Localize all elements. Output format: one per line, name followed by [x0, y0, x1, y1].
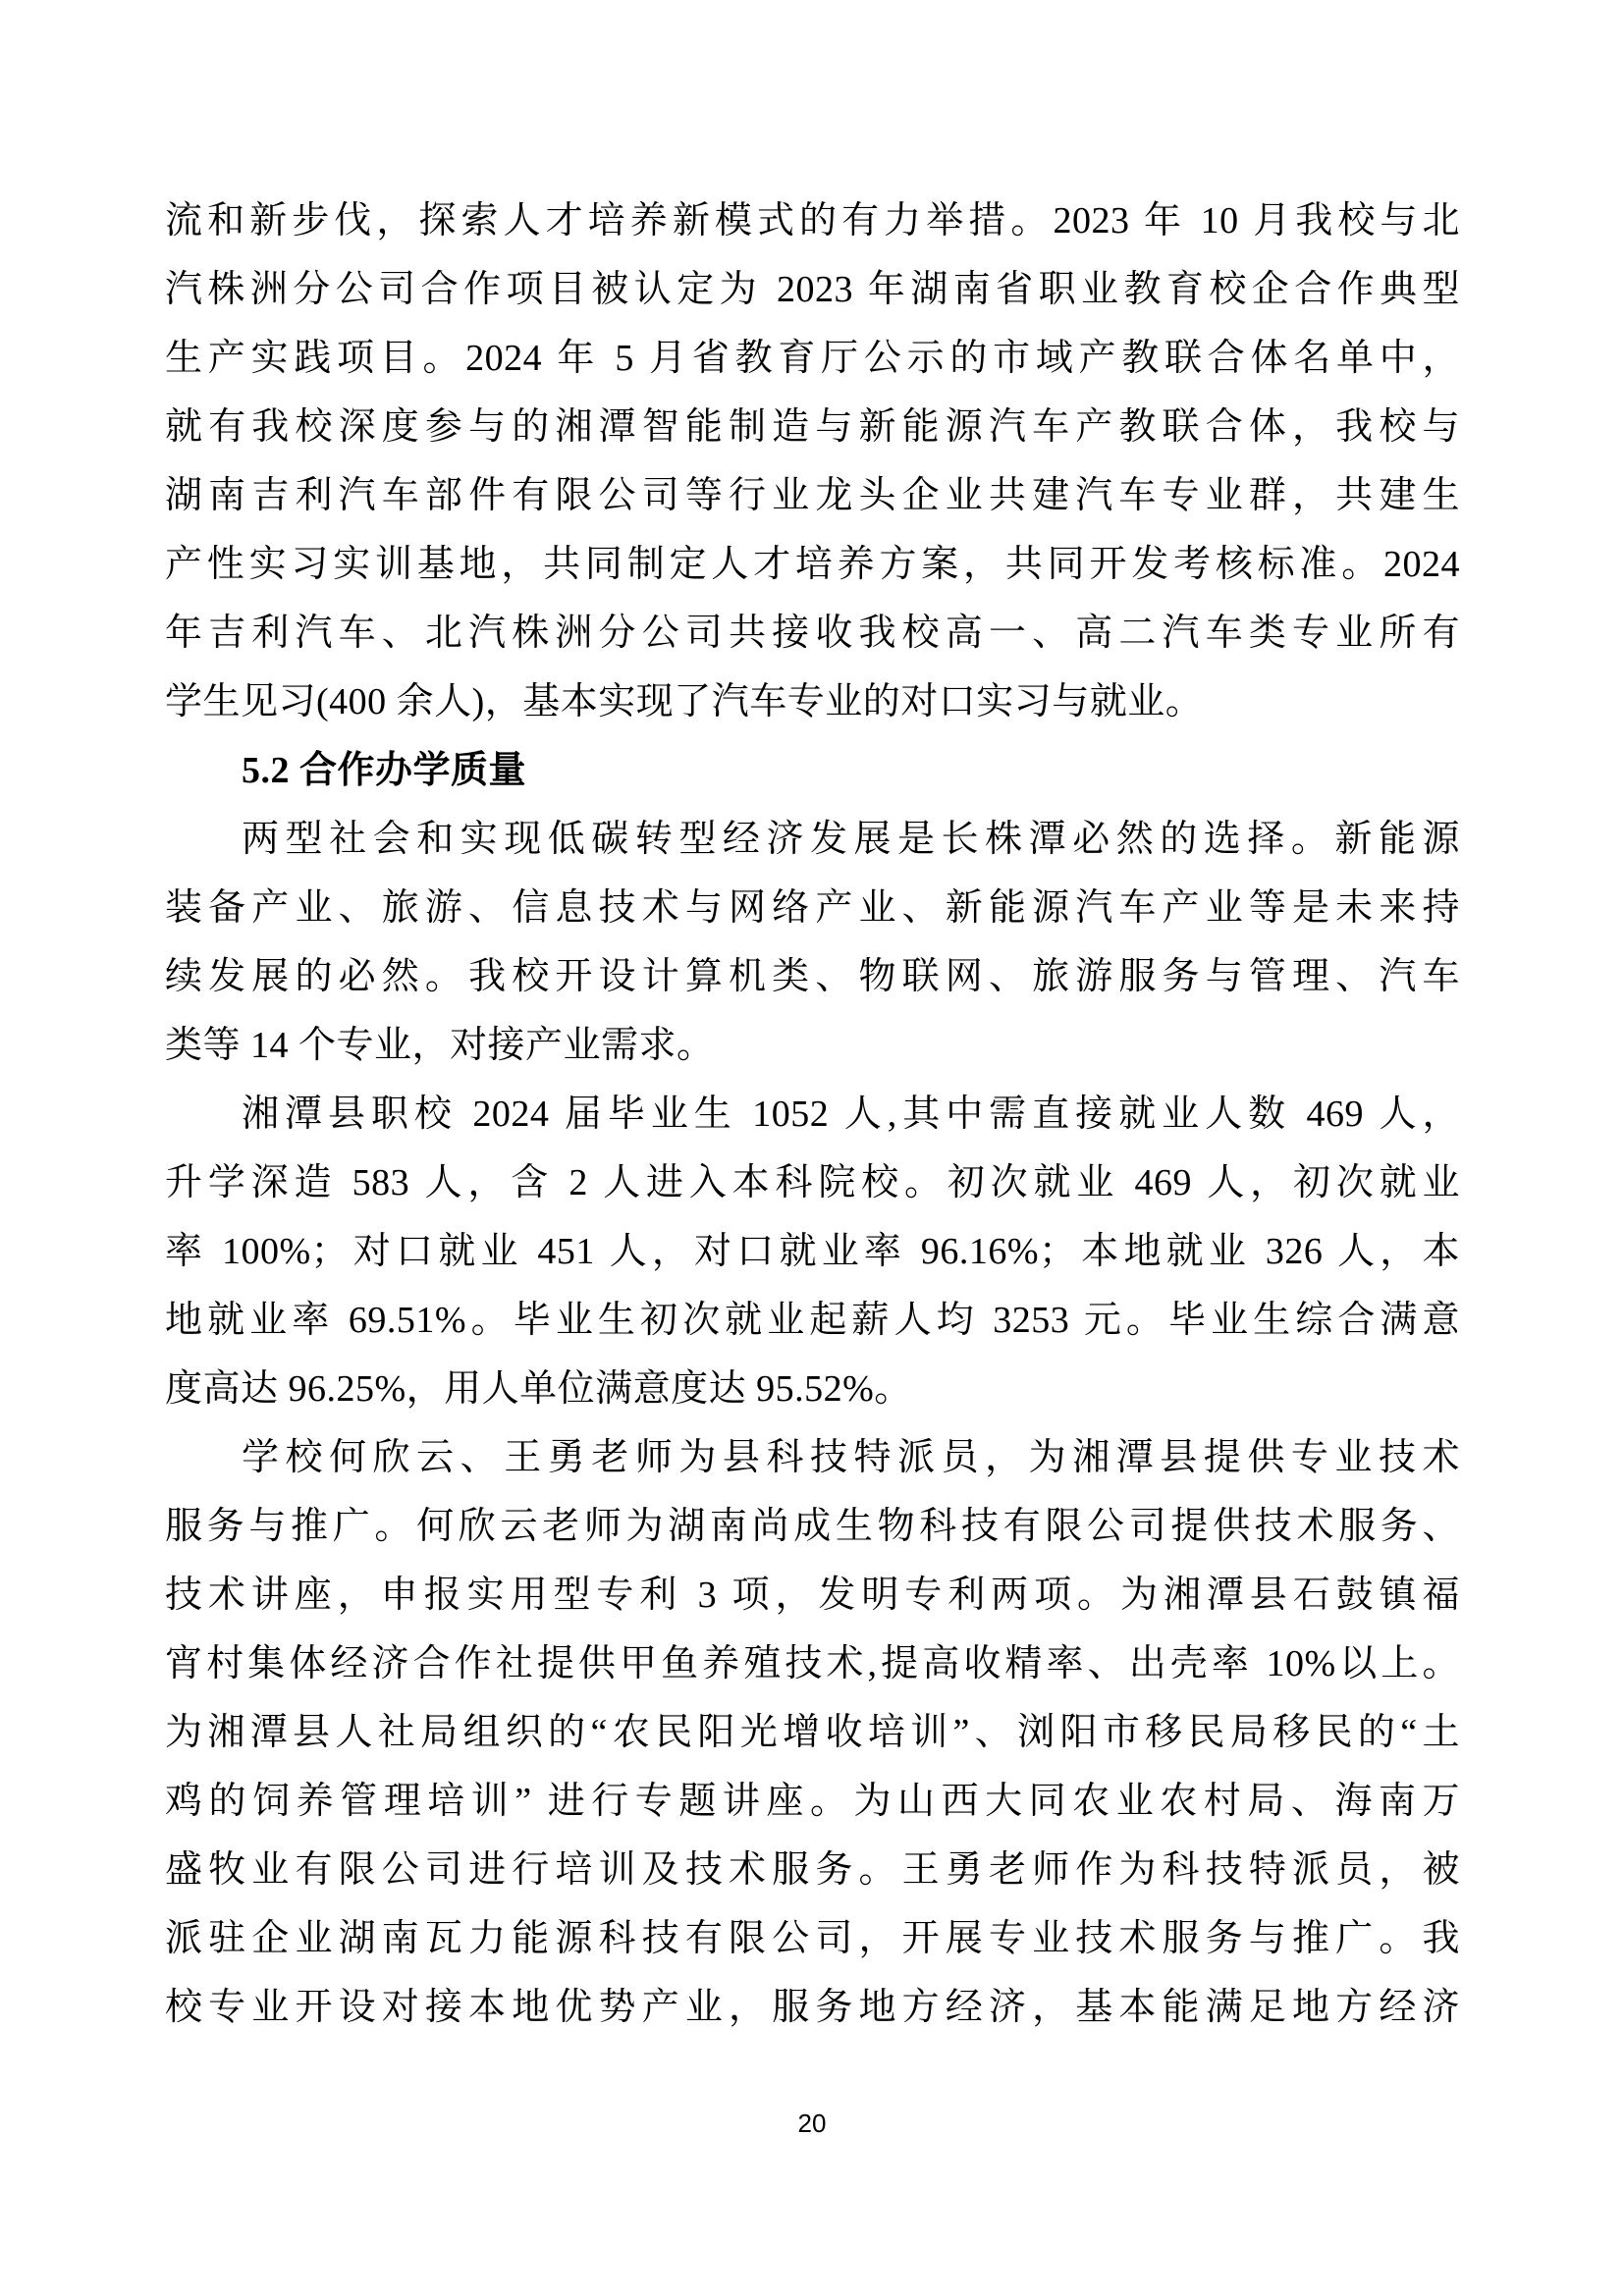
text-line: 地就业率 69.51%。毕业生初次就业起薪人均 3253 元。毕业生综合满意 [165, 1300, 1460, 1341]
text-line: 派驻企业湖南瓦力能源科技有限公司，开展专业技术服务与推广。我 [165, 1918, 1460, 1959]
text-line: 学校何欣云、王勇老师为县科技特派员，为湘潭县提供专业技术 [242, 1437, 1460, 1478]
text-line: 湖南吉利汽车部件有限公司等行业龙头企业共建汽车专业群，共建生 [165, 475, 1460, 516]
text-line: 流和新步伐，探索人才培养新模式的有力举措。2023 年 10 月我校与北 [165, 200, 1460, 241]
text-line: 学生见习(400 余人)，基本实现了汽车专业的对口实习与就业。 [165, 681, 1204, 722]
text-line: 为湘潭县人社局组织的“农民阳光增收培训”、浏阳市移民局移民的“土 [165, 1712, 1460, 1753]
document-body [165, 187, 1460, 2042]
section-heading: 5.2 合作办学质量 [242, 750, 527, 791]
text-line: 度高达 96.25%，用人单位满意度达 95.52%。 [165, 1368, 912, 1410]
text-line: 升学深造 583 人，含 2 人进入本科院校。初次就业 469 人，初次就业 [165, 1162, 1460, 1203]
text-line: 鸡的饲养管理培训” 进行专题讲座。为山西大同农业农村局、海南万 [165, 1781, 1460, 1822]
text-line: 湘潭县职校 2024 届毕业生 1052 人,其中需直接就业人数 469 人， [242, 1094, 1460, 1135]
text-line: 服务与推广。何欣云老师为湖南尚成生物科技有限公司提供技术服务、 [165, 1506, 1460, 1547]
text-line: 生产实践项目。2024 年 5 月省教育厅公示的市域产教联合体名单中， [165, 338, 1460, 379]
text-line: 就有我校深度参与的湘潭智能制造与新能源汽车产教联合体，我校与 [165, 406, 1460, 448]
text-line: 产性实习实训基地，共同制定人才培养方案，共同开发考核标准。2024 [165, 544, 1460, 585]
text-line: 汽株洲分公司合作项目被认定为 2023 年湖南省职业教育校企合作典型 [165, 269, 1460, 310]
text-line: 装备产业、旅游、信息技术与网络产业、新能源汽车产业等是未来持 [165, 887, 1460, 929]
page-number: 20 [797, 2109, 827, 2138]
text-line: 率 100%；对口就业 451 人，对口就业率 96.16%；本地就业 326 人，本 [165, 1231, 1460, 1272]
text-line: 续发展的必然。我校开设计算机类、物联网、旅游服务与管理、汽车 [165, 956, 1460, 997]
text-line: 校专业开设对接本地优势产业，服务地方经济，基本能满足地方经济 [165, 1987, 1460, 2028]
text-line: 盛牧业有限公司进行培训及技术服务。王勇老师作为科技特派员，被 [165, 1849, 1460, 1891]
text-line: 年吉利汽车、北汽株洲分公司共接收我校高一、高二汽车类专业所有 [165, 613, 1460, 654]
text-line: 类等 14 个专业，对接产业需求。 [165, 1025, 715, 1066]
text-line: 宵村集体经济合作社提供甲鱼养殖技术,提高收精率、出壳率 10%以上。 [165, 1643, 1460, 1684]
text-line: 技术讲座，申报实用型专利 3 项，发明专利两项。为湘潭县石鼓镇福 [165, 1575, 1460, 1616]
text-line: 两型社会和实现低碳转型经济发展是长株潭必然的选择。新能源 [242, 819, 1460, 860]
